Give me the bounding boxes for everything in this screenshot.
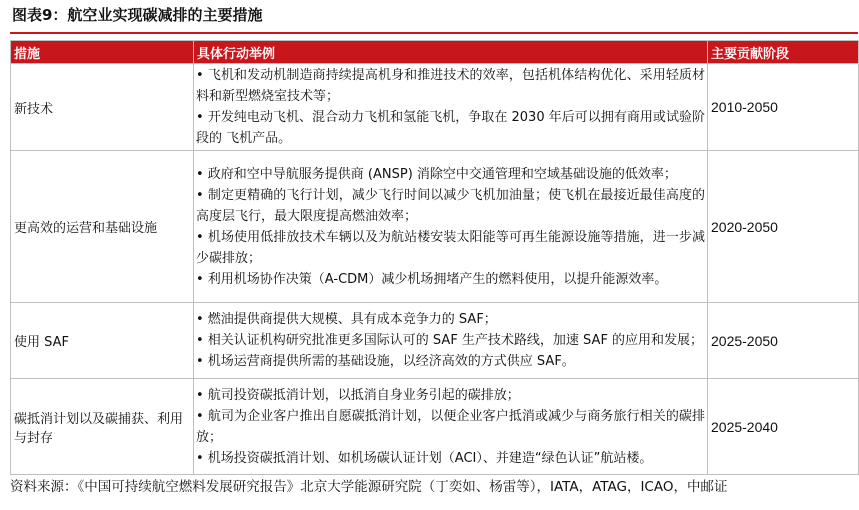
- header-actions: 具体行动举例: [194, 41, 708, 64]
- action-item: • 政府和空中导航服务提供商 (ANSP) 消除空中交通管理和空域基础设施的低效率；: [196, 166, 677, 182]
- phase-cell: 2020-2050: [708, 151, 859, 303]
- action-item: • 相关认证机构研究批准更多国际认可的 SAF 生产技术路线，加速 SAF 的应用和发展；: [196, 333, 704, 348]
- action-item: • 航司投资碳抵消计划，以抵消自身业务引起的碳排放；: [196, 387, 520, 403]
- measure-cell: 使用 SAF: [11, 303, 194, 379]
- measure-cell: 新技术: [11, 64, 194, 151]
- action-item: • 燃油提供商提供大规模、具有成本竞争力的 SAF；: [196, 312, 497, 327]
- table-row: [11, 64, 859, 151]
- figure-title: 图表9：航空业实现碳减排的主要措施: [10, 0, 858, 34]
- table-row: [11, 151, 859, 303]
- action-item: • 飞机和发动机制造商持续提高机身和推进技术的效率，包括机体结构优化、采用轻质材料和新型燃烧室技术等；: [196, 68, 705, 104]
- actions-cell: [194, 64, 708, 151]
- measure-cell: 更高效的运营和基础设施: [11, 151, 194, 303]
- action-item: • 开发纯电动飞机、混合动力飞机和氢能飞机，争取在 2030 年后可以拥有商用或试验阶段的 飞机产品。: [196, 110, 705, 146]
- action-item: • 利用机场协作决策（A-CDM）减少机场拥堵产生的燃料使用，以提升能源效率。: [196, 271, 668, 287]
- action-item: • 机场运营商提供所需的基础设施，以经济高效的方式供应 SAF。: [196, 354, 575, 369]
- actions-cell: [194, 151, 708, 303]
- measure-cell: 碳抵消计划以及碳捕获、利用与封存: [11, 379, 194, 475]
- header-phase: 主要贡献阶段: [708, 41, 859, 64]
- phase-cell: 2025-2050: [708, 303, 859, 379]
- source-note: 资料来源：《中国可持续航空燃料发展研究报告》北京大学能源研究院（丁奕如、杨雷等），IATA，ATAG，ICAO，中邮证: [10, 479, 728, 495]
- action-item: • 航司为企业客户推出自愿碳抵消计划，以便企业客户抵消或减少与商务旅行相关的碳排放；: [196, 408, 705, 445]
- measures-table: [10, 40, 859, 475]
- table-row: [11, 303, 859, 379]
- phase-cell: 2010-2050: [708, 64, 859, 151]
- phase-cell: 2025-2040: [708, 379, 859, 475]
- action-item: • 制定更精确的飞行计划，减少飞行时间以减少飞机加油量；使飞机在最接近最佳高度的高度层飞行，最大限度提高燃油效率；: [196, 187, 705, 224]
- action-item: • 机场投资碳抵消计划、如机场碳认证计划（ACI）、并建造“绿色认证”航站楼。: [196, 450, 653, 466]
- table-row: [11, 379, 859, 475]
- action-item: • 机场使用低排放技术车辆以及为航站楼安装太阳能等可再生能源设施等措施，进一步减少碳排放；: [196, 229, 705, 266]
- actions-cell: [194, 379, 708, 475]
- header-measure: 措施: [11, 41, 194, 64]
- table-header-row: [11, 41, 859, 64]
- actions-cell: [194, 303, 708, 379]
